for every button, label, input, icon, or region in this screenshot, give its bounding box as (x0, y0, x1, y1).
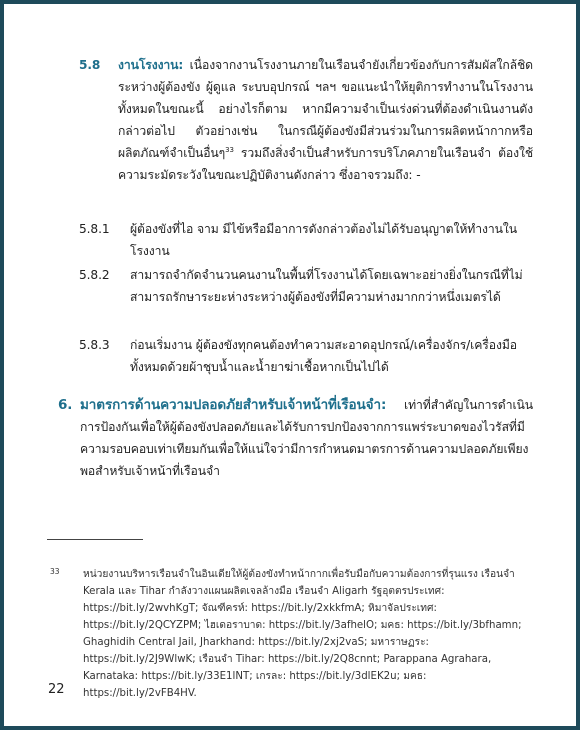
subsection-number: 5.8.2 (79, 268, 110, 282)
section-title: มาตรการด้านความปลอดภัยสำหรับเจ้าหน้าที่เรือนจำ: (80, 397, 387, 413)
section-5-8 (79, 54, 533, 186)
footnote-ref: 33 (225, 145, 234, 154)
subsection-number: 5.8.1 (79, 222, 110, 236)
page-number: 22 (48, 682, 65, 697)
subsection-5-8-2 (79, 264, 533, 308)
footnote-number: 33 (50, 567, 60, 576)
section-number: 6. (58, 397, 73, 413)
subsection-text: ผู้ต้องขังที่ไอ จาม มีไข้หรือมีอาการดังกล่าวต้องไม่ได้รับอนุญาตให้ทำงานในโรงงาน (130, 222, 517, 258)
subsection-5-8-3 (79, 334, 533, 378)
footnote-text: หน่วยงานบริหารเรือนจำในอินเดียให้ผู้ต้องขังทำหน้ากากเพื่อรับมือกับความต้องการที่รุนแรง เรือนจำ Kerala และ Tihar กำลังวางแผนผลิตเจลล้างมือ เรือนจำ Aligarh รัฐอุตตรประเทศ: https://bit.ly/2wvhKgT; จัณฑีครห์: https://bit.ly/2xkkfmA; หิมาจัลประเทศ: https://bit.ly/2QCYZPM; ไฮเดอราบาด: https://bit.ly/3afhelO; มคธ: https://bit.ly/3bfhamn; Ghaghidih Central Jail, Jharkhand: https://bit.ly/2xj2vaS; มหาราษฏระ: https://bit.ly/2J9WlwK; เรือนจำ Tihar: https://bit.ly/2Q8cnnt; Parappana Agrahara, Karnataka: https://bit.ly/33E1lNT; เกรละ: https://bit.ly/3dlEK2u; มคธ: https://bit.ly/2vFB4HV. (83, 569, 522, 699)
section-paragraph (118, 54, 533, 186)
section-6 (58, 394, 533, 482)
footnote (50, 566, 532, 702)
section-body: เนื่องจากงานโรงงานภายในเรือนจำยังเกี่ยวข้องกับการสัมผัสใกล้ชิดระหว่างผู้ต้องขัง ผู้ดูแล ระบบอุปกรณ์ ฯลฯ ขอแนะนำให้ยุติการทำงานในโรงงานทั้งหมดในขณะนี้ อย่างไรก็ตาม หากมีความจำเป็นเร่งด่วนที่ต้องดำเนินงานดังกล่าวต่อไป ตัวอย่างเช่น ในกรณีผู้ต้องขังมีส่วนร่วมในการผลิตหน้ากากหรือผลิตภัณฑ์จำเป็นอื่นๆ (118, 58, 533, 160)
section-title: งานโรงงาน: (118, 58, 184, 72)
subsection-text: ก่อนเริ่มงาน ผู้ต้องขังทุกคนต้องทำความสะอาดอุปกรณ์/เครื่องจักร/เครื่องมือทั้งหมดด้วยผ้าชุบน้ำและน้ำยาฆ่าเชื้อหากเป็นไปได้ (130, 338, 517, 374)
section-body-continued: รวมถึงสิ่งจำเป็นสำหรับการบริโภคภายในเรือนจำ ต้องใช้ความระมัดระวังในขณะปฏิบัติงานดังกล่าว ซึ่งอาจรวมถึง: - (118, 146, 533, 182)
footnote-divider (47, 539, 143, 540)
subsection-number: 5.8.3 (79, 338, 110, 352)
subsection-text: สามารถจำกัดจำนวนคนงานในพื้นที่โรงงานได้โดยเฉพาะอย่างยิ่งในกรณีที่ไม่สามารถรักษาระยะห่างระหว่างผู้ต้องขังที่มีความห่างมากกว่าหนึ่งเมตรได้ (130, 268, 523, 304)
section-body: เท่าที่สำคัญในการดำเนินการป้องกันเพื่อให้ผู้ต้องขังปลอดภัยและได้รับการปกป้องจากการแพร่ระบาดของไวรัสที่มีความรอบคอบเท่าเทียมกันเพื่อให้แน่ใจว่ามีการกำหนดมาตรการด้านความปลอดภัยเพียงพอสำหรับเจ้าหน้าที่เรือนจำ (80, 398, 533, 478)
subsection-5-8-1 (79, 218, 533, 262)
section-number: 5.8 (79, 58, 101, 72)
section-paragraph (80, 394, 533, 482)
